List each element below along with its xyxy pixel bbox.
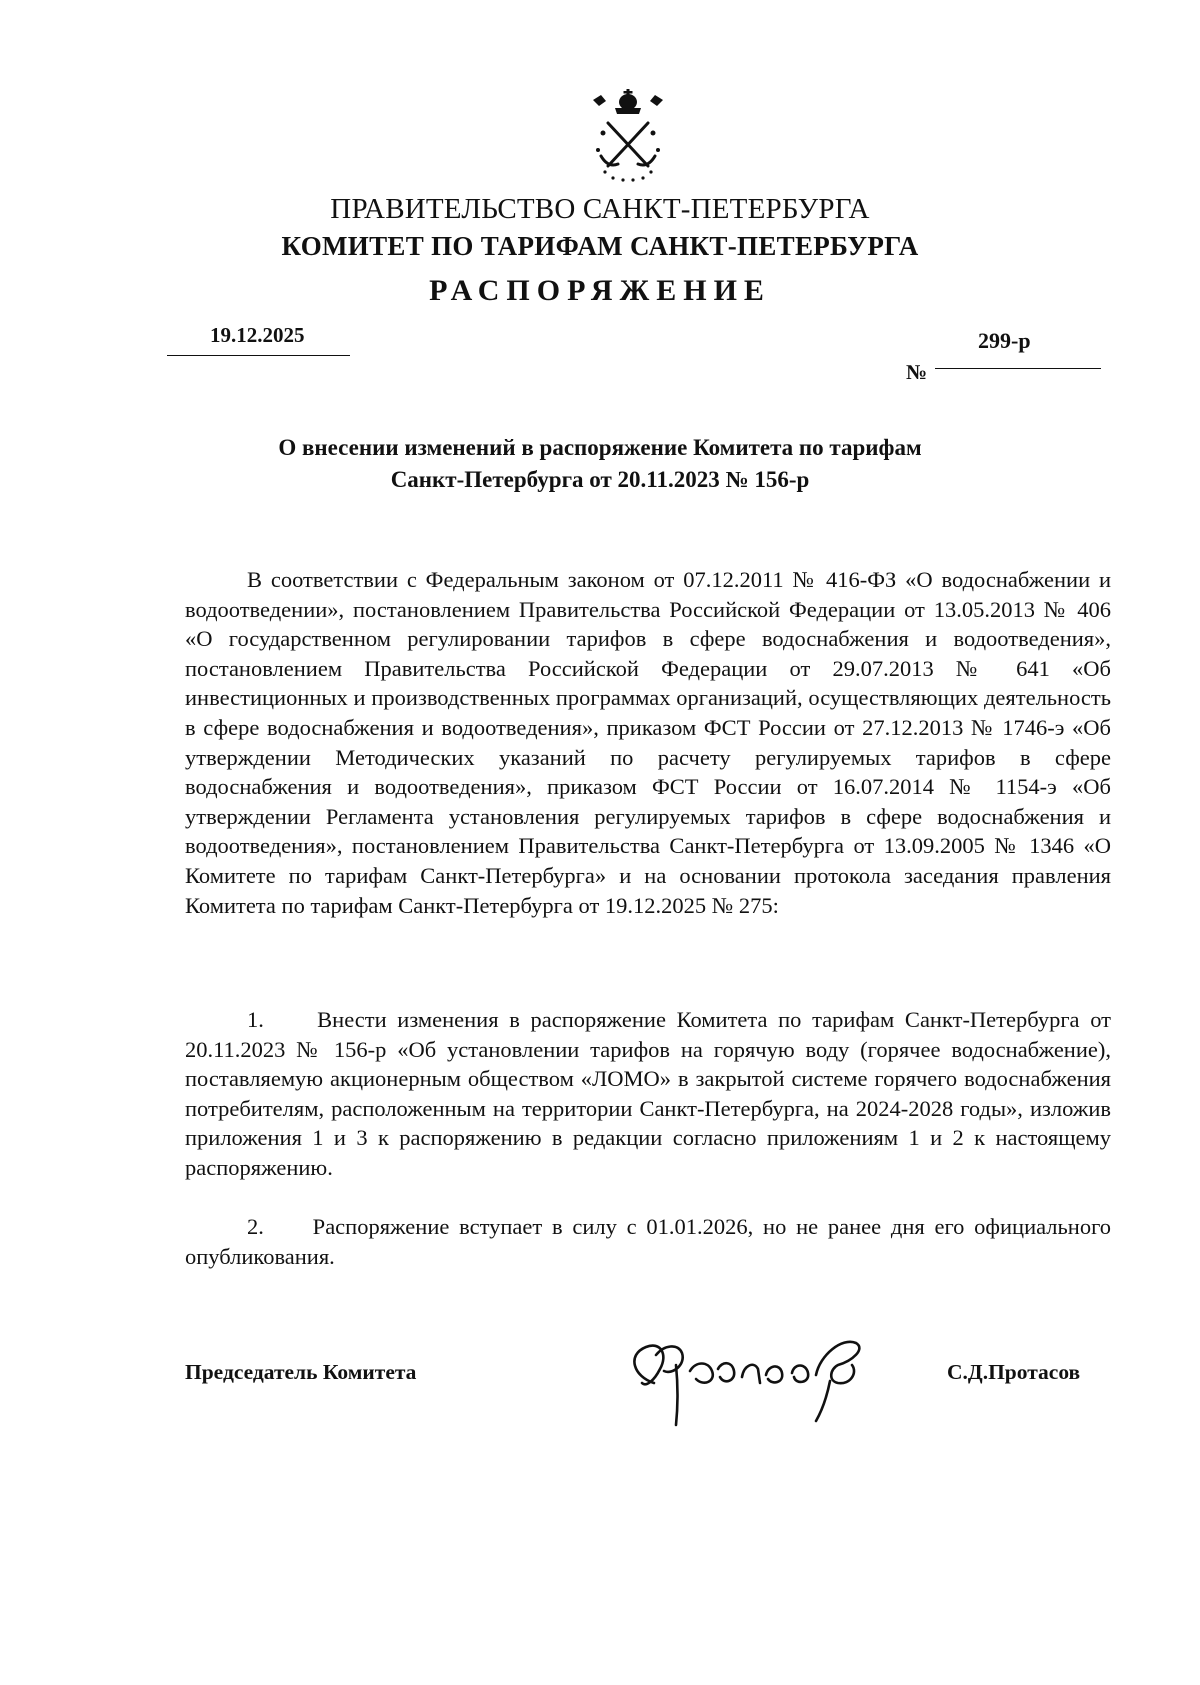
number-sign: № <box>906 360 928 384</box>
item-1-paragraph <box>185 1005 1111 1183</box>
government-name: ПРАВИТЕЛЬСТВО САНКТ-ПЕТЕРБУРГА <box>330 193 870 225</box>
item-2-text: 2. Распоряжение вступает в силу с 01.01.2026, но не ранее дня его официального опубликования. <box>185 1214 1111 1269</box>
date-underline <box>167 355 350 356</box>
preamble-text: В соответствии с Федеральным законом от 07.12.2011 № 416-ФЗ «О водоснабжении и водоотведении», постановлением Правительства Российской Федерации от 13.05.2013 № 406 «О государственном регулировании тарифов в сфере водоснабжения и водоотведения», постановлением Правительства Российской Федерации от 29.07.2013 № 641 «Об инвестиционных и производственных программах организаций, осуществляющих деятельность в сфере водоснабжения и водоотведения», приказом ФСТ России от 27.12.2013 № 1746-э «Об утверждении Методических указаний по расчету регулируемых тарифов в сфере водоснабжения и водоотведения», приказом ФСТ России от 16.07.2014 № 1154-э «Об утверждении Регламента установления регулируемых тарифов в сфере водоснабжения и водоотведения», постановлением Правительства Санкт-Петербурга от 13.09.2005 № 1346 «О Комитете по тарифам Санкт-Петербурга» и на основании протокола заседания правления Комитета по тарифам Санкт-Петербурга от 19.12.2025 № 275: <box>185 567 1111 918</box>
item-1-text: 1. Внести изменения в распоряжение Комитета по тарифам Санкт-Петербурга от 20.11.2023 № 156-р «Об установлении тарифов на горячую воду (горячее водоснабжение), поставляемую акционерным обществом «ЛОМО» в закрытой системе горячего водоснабжения потребителям, расположенным на территории Санкт-Петербурга, на 2024-2028 годы», изложив приложения 1 и 3 к распоряжению в редакции согласно приложениям 1 и 2 к настоящему распоряжению. <box>185 1007 1111 1180</box>
committee-name: КОМИТЕТ ПО ТАРИФАМ САНКТ-ПЕТЕРБУРГА <box>281 231 919 261</box>
item-2-paragraph <box>185 1212 1111 1271</box>
signatory-role: Председатель Комитета <box>185 1360 417 1384</box>
document-title-line-2: Санкт-Петербурга от 20.11.2023 № 156-р <box>390 467 810 492</box>
document-date: 19.12.2025 <box>210 323 305 347</box>
preamble-paragraph <box>185 565 1111 920</box>
number-underline <box>935 368 1101 369</box>
coat-of-arms-icon <box>583 88 673 184</box>
document-title-line-1: О внесении изменений в распоряжение Комитета по тарифам <box>278 435 922 460</box>
document-number: 299-р <box>978 328 1031 353</box>
handwritten-signature <box>616 1325 896 1435</box>
document-type: РАСПОРЯЖЕНИЕ <box>429 274 771 307</box>
signatory-name: С.Д.Протасов <box>947 1360 1081 1384</box>
